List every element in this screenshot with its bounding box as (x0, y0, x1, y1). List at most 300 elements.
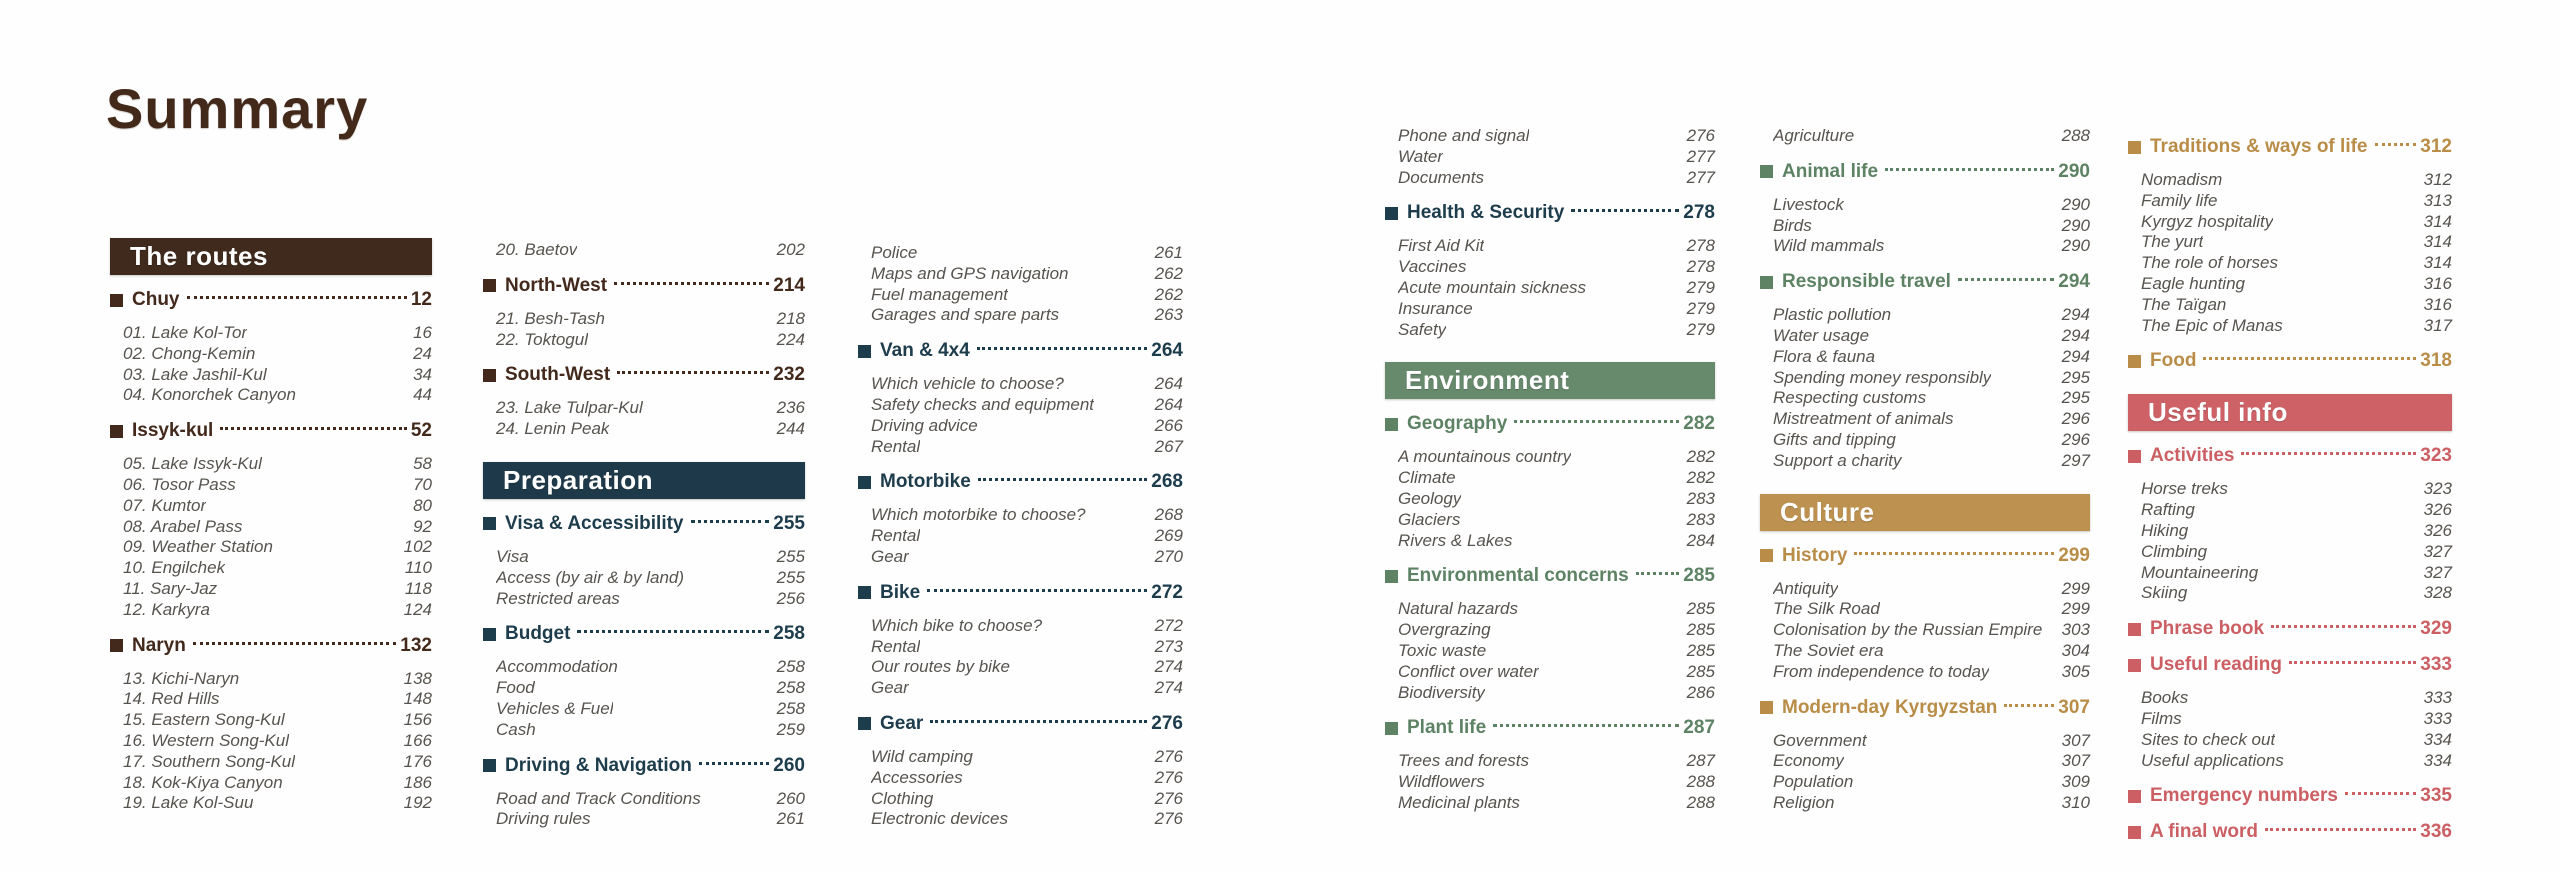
toc-entry-page: 316 (2423, 294, 2452, 314)
toc-entry-page: 276 (1154, 746, 1183, 766)
toc-entry-row (1760, 409, 2090, 430)
toc-entry-label: Driving rules (496, 809, 591, 829)
toc-entry-row (1385, 662, 1715, 683)
toc-entry-page: 299 (2061, 599, 2090, 619)
toc-entry-page: 314 (2423, 211, 2452, 231)
toc-entry-row (1385, 126, 1715, 147)
toc-section-label: Issyk-kul (132, 420, 214, 442)
toc-entry-label: 09. Weather Station (123, 537, 273, 557)
toc-section-page: 335 (2420, 785, 2452, 807)
toc-entry-label: 04. Konorchek Canyon (123, 385, 296, 405)
toc-entry-label: 08. Arabel Pass (123, 516, 243, 536)
toc-entry-row (1385, 683, 1715, 704)
toc-entry-page: 314 (2423, 232, 2452, 252)
toc-entry-row (110, 579, 432, 600)
toc-entry-page: 286 (1686, 682, 1715, 702)
toc-entry-page: 261 (776, 809, 805, 829)
toc-entry-page: 279 (1686, 319, 1715, 339)
toc-entry-label: Gear (871, 678, 909, 698)
toc-section-page: 232 (773, 364, 805, 386)
toc-entry-page: 176 (403, 751, 432, 771)
toc-entry-page: 304 (2061, 640, 2090, 660)
toc-entry-label: Clothing (871, 788, 934, 808)
toc-entry-page: 274 (1154, 657, 1183, 677)
toc-entry-row (2128, 730, 2452, 751)
toc-entry-label: Glaciers (1398, 509, 1461, 529)
toc-section-label: Bike (880, 581, 921, 603)
toc-entry-label: Skiing (2141, 583, 2188, 603)
toc-entry-page: 58 (413, 454, 432, 474)
toc-section-label: Useful reading (2150, 654, 2282, 676)
toc-entry-page: 307 (2061, 730, 2090, 750)
toc-section-page: 290 (2058, 160, 2090, 182)
toc-section-row (1385, 565, 1715, 587)
toc-entry-page: 297 (2061, 450, 2090, 470)
square-bullet-icon (1760, 165, 1773, 178)
toc-entry-label: Acute mountain sickness (1398, 277, 1587, 297)
toc-section-row (858, 713, 1183, 735)
toc-entry-page: 285 (1686, 620, 1715, 640)
toc-section-page: 329 (2420, 618, 2452, 640)
square-bullet-icon (1385, 570, 1398, 583)
toc-section-page: 132 (400, 634, 432, 656)
toc-entry-label: 19. Lake Kol-Suu (123, 793, 254, 813)
toc-entry-page: 260 (776, 788, 805, 808)
toc-entry-label: Maps and GPS navigation (871, 263, 1069, 283)
toc-section-label: Budget (505, 623, 571, 645)
toc-entry-row (483, 720, 805, 741)
toc-section-label: History (1782, 544, 1848, 566)
toc-section-label: Van & 4x4 (880, 340, 970, 362)
toc-entry-row (2128, 688, 2452, 709)
toc-entry-label: Which motorbike to choose? (871, 505, 1086, 525)
toc-entry-label: Religion (1773, 792, 1835, 812)
toc-column-2 (483, 240, 805, 830)
toc-entry-label: Agriculture (1773, 126, 1855, 145)
toc-entry-row (1760, 126, 2090, 147)
toc-entry-page: 279 (1686, 298, 1715, 318)
toc-entry-label: Our routes by bike (871, 657, 1010, 677)
toc-entry-row (1760, 430, 2090, 451)
toc-entry-label: Toxic waste (1398, 640, 1487, 660)
toc-entry-label: Road and Track Conditions (496, 788, 701, 808)
toc-entry-page: 92 (413, 516, 432, 536)
toc-entry-row (858, 505, 1183, 526)
leader-dots (1958, 278, 2054, 281)
toc-entry-row (2128, 542, 2452, 563)
leader-dots (614, 282, 769, 285)
leader-dots (220, 427, 407, 430)
toc-entry-label: Rafting (2141, 500, 2195, 520)
toc-entry-page: 266 (1154, 415, 1183, 435)
toc-entry-row (1385, 620, 1715, 641)
toc-section-label: Responsible travel (1782, 271, 1951, 293)
toc-entry-row (2128, 316, 2452, 337)
toc-entry-page: 118 (404, 578, 432, 598)
toc-entry-row (1385, 468, 1715, 489)
square-bullet-icon (1760, 549, 1773, 562)
leader-dots (193, 642, 396, 645)
toc-entry-label: Nomadism (2141, 170, 2223, 189)
toc-entry-label: Plastic pollution (1773, 305, 1892, 325)
toc-entry-row (1385, 599, 1715, 620)
toc-entry-row (858, 305, 1183, 326)
square-bullet-icon (2128, 790, 2141, 803)
toc-entry-page: 287 (1686, 751, 1715, 771)
toc-entry-page: 327 (2423, 562, 2452, 582)
toc-entry-label: Natural hazards (1398, 599, 1519, 619)
leader-dots (2203, 357, 2416, 360)
toc-entry-page: 309 (2061, 772, 2090, 792)
toc-column-6 (2128, 122, 2452, 855)
toc-section-label: Naryn (132, 634, 186, 656)
square-bullet-icon (1760, 276, 1773, 289)
toc-entry-label: Insurance (1398, 298, 1473, 318)
toc-entry-label: Government (1773, 730, 1867, 750)
toc-entry-page: 283 (1686, 488, 1715, 508)
leader-dots (2375, 143, 2417, 146)
toc-entry-label: Vaccines (1398, 257, 1467, 277)
toc-entry-page: 279 (1686, 277, 1715, 297)
toc-entry-label: Hiking (2141, 520, 2189, 540)
toc-section-label: Modern-day Kyrgyzstan (1782, 696, 1998, 718)
toc-entry-label: Family life (2141, 190, 2218, 210)
toc-entry-row (1385, 510, 1715, 531)
toc-entry-row (2128, 563, 2452, 584)
toc-entry-page: 328 (2423, 583, 2452, 603)
toc-entry-page: 258 (776, 698, 805, 718)
toc-entry-row (858, 768, 1183, 789)
square-bullet-icon (110, 425, 123, 438)
toc-section-label: Geography (1407, 413, 1508, 435)
toc-entry-page: 34 (413, 364, 432, 384)
part-header (1760, 494, 2090, 531)
toc-entry-row (2128, 232, 2452, 253)
toc-entry-label: Electronic devices (871, 809, 1009, 829)
toc-entry-label: Water usage (1773, 325, 1870, 345)
toc-column-3 (858, 243, 1183, 830)
leader-dots (2271, 625, 2416, 628)
toc-entry-row (110, 773, 432, 794)
toc-section-row (110, 635, 432, 657)
leader-dots (978, 478, 1148, 481)
toc-entry-row (2128, 253, 2452, 274)
toc-entry-row (110, 731, 432, 752)
square-bullet-icon (483, 628, 496, 641)
toc-entry-page: 278 (1686, 257, 1715, 277)
toc-section-row (858, 340, 1183, 362)
toc-entry-label: Safety (1398, 319, 1447, 339)
toc-entry-label: The role of horses (2141, 253, 2279, 273)
toc-entry-page: 296 (2061, 409, 2090, 429)
square-bullet-icon (2128, 141, 2141, 154)
toc-section-page: 294 (2058, 271, 2090, 293)
toc-entry-label: Spending money responsibly (1773, 367, 1992, 387)
toc-entry-page: 312 (2423, 170, 2452, 189)
toc-entry-page: 285 (1686, 661, 1715, 681)
toc-entry-row (1760, 216, 2090, 237)
toc-entry-page: 295 (2061, 367, 2090, 387)
toc-entry-row (110, 600, 432, 621)
toc-entry-page: 285 (1686, 640, 1715, 660)
toc-entry-page: 314 (2423, 253, 2452, 273)
toc-entry-label: From independence to today (1773, 661, 1990, 681)
toc-entry-page: 258 (776, 657, 805, 677)
toc-section-page: 278 (1683, 202, 1715, 224)
toc-entry-page: 186 (403, 772, 432, 792)
toc-entry-row (858, 747, 1183, 768)
toc-section-label: Motorbike (880, 471, 971, 493)
toc-entry-label: Police (871, 243, 918, 262)
toc-entry-row (483, 419, 805, 440)
part-header (1385, 362, 1715, 399)
toc-entry-page: 255 (776, 546, 805, 566)
toc-entry-label: A mountainous country (1398, 447, 1572, 467)
toc-entry-row (858, 437, 1183, 458)
toc-entry-row (110, 793, 432, 814)
leader-dots (1514, 420, 1679, 423)
toc-entry-label: Geology (1398, 488, 1462, 508)
toc-entry-page: 327 (2423, 541, 2452, 561)
toc-entry-page: 218 (776, 308, 805, 328)
square-bullet-icon (1385, 418, 1398, 431)
toc-section-label: South-West (505, 364, 611, 386)
toc-entry-page: 276 (1154, 788, 1183, 808)
toc-entry-row (2128, 500, 2452, 521)
toc-entry-row (2128, 479, 2452, 500)
toc-section-page: 323 (2420, 445, 2452, 467)
toc-entry-label: First Aid Kit (1398, 236, 1485, 256)
toc-section-row (110, 289, 432, 311)
toc-entry-page: 273 (1154, 636, 1183, 656)
square-bullet-icon (110, 639, 123, 652)
part-header (110, 238, 432, 275)
toc-entry-row (858, 547, 1183, 568)
toc-entry-page: 288 (2061, 126, 2090, 145)
toc-entry-page: 110 (404, 558, 432, 578)
toc-entry-label: 11. Sary-Jaz (123, 578, 218, 598)
toc-entry-page: 70 (413, 474, 432, 494)
toc-entry-label: Population (1773, 772, 1854, 792)
square-bullet-icon (483, 279, 496, 292)
toc-section-page: 12 (410, 289, 432, 310)
toc-section-page: 312 (2420, 136, 2452, 157)
toc-entry-row (2128, 170, 2452, 191)
toc-entry-row (1760, 368, 2090, 389)
toc-entry-label: Water (1398, 146, 1444, 166)
toc-entry-page: 290 (2061, 236, 2090, 256)
toc-entry-row (483, 309, 805, 330)
toc-section-row (483, 275, 805, 297)
toc-entry-label: 16. Western Song-Kul (123, 730, 289, 750)
toc-entry-row (1385, 531, 1715, 552)
toc-entry-page: 295 (2061, 388, 2090, 408)
toc-entry-label: Medicinal plants (1398, 792, 1520, 812)
toc-entry-label: Kyrgyz hospitality (2141, 211, 2274, 231)
toc-section-row (1760, 161, 2090, 183)
toc-entry-label: 07. Kumtor (123, 495, 207, 515)
toc-section-page: 214 (773, 274, 805, 296)
toc-entry-label: Books (2141, 688, 2189, 708)
leader-dots (927, 589, 1147, 592)
toc-entry-label: Phone and signal (1398, 126, 1530, 145)
toc-entry-row (858, 678, 1183, 699)
toc-entry-row (483, 699, 805, 720)
toc-entry-label: Which vehicle to choose? (871, 374, 1064, 394)
leader-dots (187, 296, 407, 299)
toc-column-4 (1385, 126, 1715, 814)
part-header-label: Culture (1780, 496, 1875, 527)
toc-section-page: 268 (1151, 471, 1183, 493)
toc-section-page: 299 (2058, 544, 2090, 566)
toc-entry-label: Livestock (1773, 194, 1844, 214)
toc-entry-label: Respecting customs (1773, 388, 1927, 408)
toc-entry-page: 270 (1154, 546, 1183, 566)
leader-dots (1571, 209, 1679, 212)
toc-entry-page: 236 (776, 398, 805, 418)
toc-section-page: 260 (773, 754, 805, 776)
toc-entry-label: Which bike to choose? (871, 615, 1043, 635)
toc-section-label: Health & Security (1407, 202, 1565, 224)
toc-entry-label: Useful applications (2141, 750, 2284, 770)
toc-entry-page: 317 (2423, 315, 2452, 335)
toc-entry-label: 01. Lake Kol-Tor (123, 323, 248, 342)
leader-dots (699, 762, 769, 765)
toc-entry-label: Conflict over water (1398, 661, 1539, 681)
toc-section-row (1760, 697, 2090, 719)
toc-entry-row (1760, 451, 2090, 472)
toc-entry-page: 326 (2423, 520, 2452, 540)
toc-entry-row (858, 416, 1183, 437)
toc-entry-page: 256 (776, 588, 805, 608)
toc-entry-label: 03. Lake Jashil-Kul (123, 364, 267, 384)
toc-section-row (2128, 618, 2452, 640)
toc-entry-page: 333 (2423, 688, 2452, 708)
toc-section-row (2128, 654, 2452, 676)
toc-entry-row (1385, 772, 1715, 793)
toc-section-row (858, 582, 1183, 604)
square-bullet-icon (858, 717, 871, 730)
toc-entry-label: 20. Baetov (496, 240, 578, 259)
toc-entry-row (1760, 305, 2090, 326)
toc-entry-row (483, 589, 805, 610)
toc-entry-row (483, 547, 805, 568)
toc-entry-row (1760, 731, 2090, 752)
toc-entry-label: 14. Red Hills (123, 689, 220, 709)
toc-entry-label: Wild camping (871, 746, 973, 766)
toc-section-label: Food (2150, 350, 2197, 372)
leader-dots (2289, 661, 2416, 664)
toc-entry-row (1385, 751, 1715, 772)
square-bullet-icon (110, 294, 123, 307)
toc-entry-label: The Epic of Manas (2141, 315, 2283, 335)
toc-entry-label: 13. Kichi-Naryn (123, 668, 240, 688)
toc-entry-page: 334 (2423, 750, 2452, 770)
toc-entry-row (1760, 579, 2090, 600)
toc-section-page: 255 (773, 512, 805, 534)
toc-entry-label: Rental (871, 526, 921, 546)
toc-section-page: 272 (1151, 581, 1183, 603)
toc-section-row (2128, 136, 2452, 158)
toc-section-page: 336 (2420, 821, 2452, 843)
toc-entry-row (2128, 751, 2452, 772)
toc-entry-label: Trees and forests (1398, 751, 1530, 771)
toc-entry-row (858, 285, 1183, 306)
toc-entry-label: Accessories (871, 767, 963, 787)
leader-dots (691, 520, 770, 523)
toc-column-1 (110, 238, 432, 814)
toc-entry-label: Overgrazing (1398, 620, 1491, 640)
toc-entry-page: 326 (2423, 500, 2452, 520)
toc-section-row (2128, 445, 2452, 467)
toc-section-label: Plant life (1407, 717, 1487, 739)
toc-entry-label: Documents (1398, 167, 1484, 187)
toc-entry-label: Visa (496, 546, 529, 566)
toc-entry-label: Biodiversity (1398, 682, 1485, 702)
toc-entry-page: 268 (1154, 505, 1183, 525)
toc-section-row (110, 420, 432, 442)
toc-section-row (2128, 350, 2452, 372)
leader-dots (1493, 724, 1679, 727)
toc-entry-label: Climate (1398, 468, 1456, 488)
toc-section-label: Environmental concerns (1407, 565, 1629, 587)
toc-entry-label: 17. Southern Song-Kul (123, 751, 296, 771)
toc-entry-label: Fuel management (871, 284, 1009, 304)
toc-entry-label: The Soviet era (1773, 640, 1884, 660)
toc-entry-label: Driving advice (871, 415, 978, 435)
toc-entry-row (858, 637, 1183, 658)
toc-entry-page: 44 (413, 385, 432, 405)
toc-entry-label: Antiquity (1773, 578, 1839, 598)
toc-entry-row (1760, 662, 2090, 683)
toc-entry-row (858, 395, 1183, 416)
toc-entry-label: The yurt (2141, 232, 2204, 252)
toc-entry-label: Safety checks and equipment (871, 394, 1095, 414)
leader-dots (2265, 828, 2416, 831)
toc-section-label: North-West (505, 274, 608, 296)
toc-entry-page: 323 (2423, 479, 2452, 499)
toc-entry-row (110, 454, 432, 475)
toc-entry-row (1760, 236, 2090, 257)
part-header-label: The routes (130, 241, 268, 271)
toc-entry-page: 80 (413, 495, 432, 515)
toc-section-label: Phrase book (2150, 618, 2265, 640)
toc-entry-page: 264 (1154, 394, 1183, 414)
toc-section-page: 52 (410, 420, 432, 442)
toc-entry-label: Gear (871, 546, 909, 566)
toc-entry-label: Support a charity (1773, 450, 1902, 470)
toc-entry-page: 124 (403, 599, 432, 619)
toc-entry-row (483, 678, 805, 699)
toc-entry-page: 102 (403, 537, 432, 557)
toc-entry-row (858, 374, 1183, 395)
toc-entry-page: 288 (1686, 792, 1715, 812)
toc-entry-page: 258 (776, 678, 805, 698)
toc-entry-row (1385, 320, 1715, 341)
toc-entry-row (2128, 709, 2452, 730)
square-bullet-icon (483, 369, 496, 382)
square-bullet-icon (2128, 623, 2141, 636)
toc-entry-label: Access (by air & by land) (496, 567, 685, 587)
toc-entry-page: 294 (2061, 346, 2090, 366)
leader-dots (617, 371, 769, 374)
toc-entry-label: Rental (871, 436, 921, 456)
square-bullet-icon (483, 517, 496, 530)
toc-section-row (483, 623, 805, 645)
toc-entry-row (858, 264, 1183, 285)
toc-entry-row (110, 710, 432, 731)
toc-entry-row (1760, 388, 2090, 409)
